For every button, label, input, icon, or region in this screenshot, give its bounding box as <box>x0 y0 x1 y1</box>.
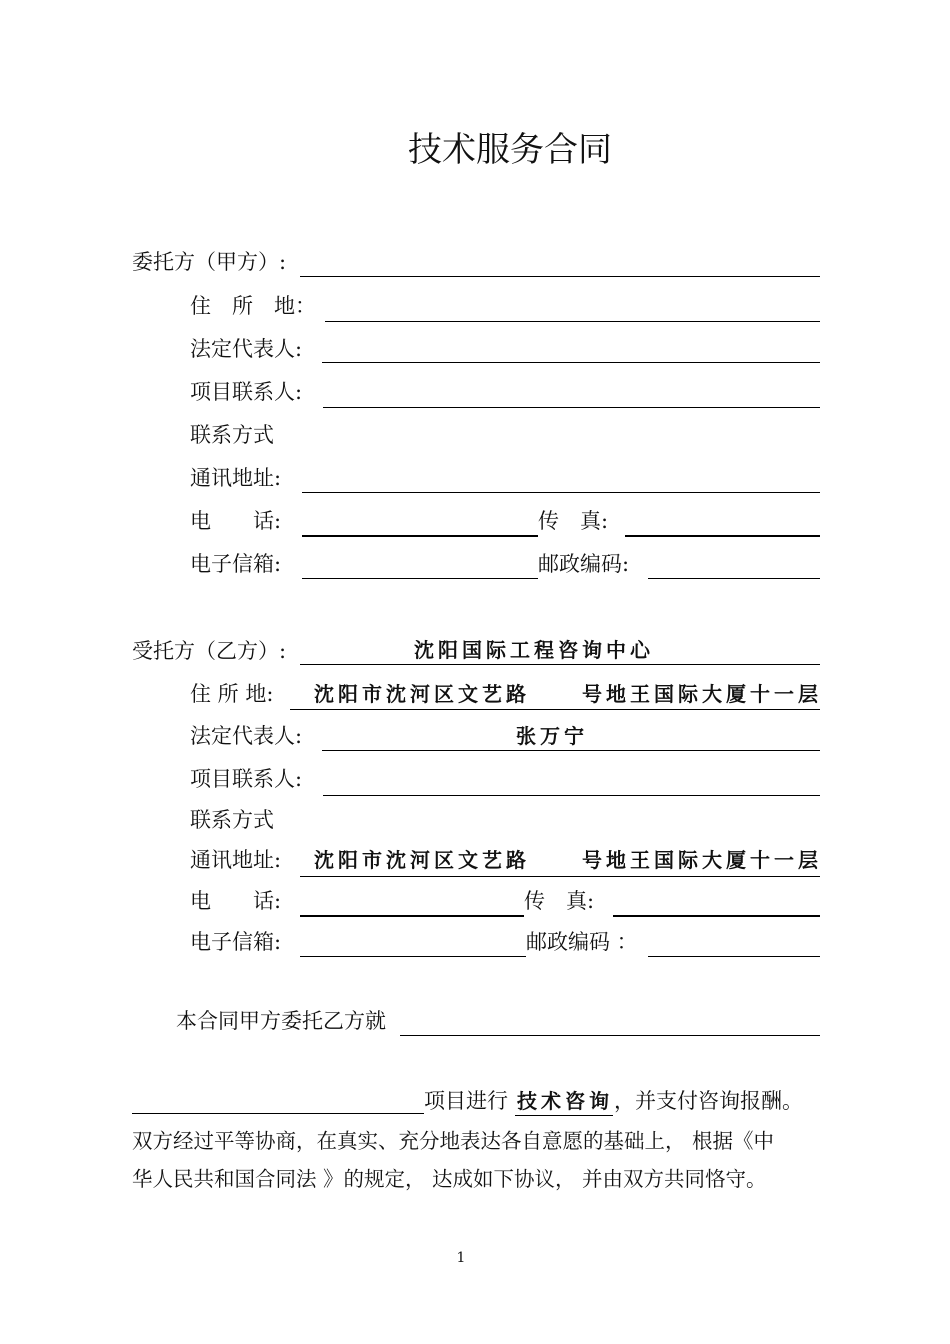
party-b-contact-person-label: 项目联系人: <box>190 767 303 791</box>
document-title: 技术服务合同 <box>408 130 612 170</box>
party-a-fax-field[interactable] <box>625 535 820 537</box>
party-a-contact-person-field[interactable] <box>323 407 820 408</box>
party-a-legal-rep-field[interactable] <box>322 362 820 363</box>
party-b-mailing-part1: 沈阳市沈河区文艺路 <box>314 848 530 872</box>
party-b-postcode-field[interactable] <box>648 956 820 957</box>
party-a-postcode-label: 邮政编码: <box>538 552 630 576</box>
body-paragraph-line-1: 双方经过平等协商，在真实、充分地表达各自意愿的基础上， 根据《中 <box>132 1129 775 1153</box>
party-a-contact-method-label: 联系方式 <box>190 423 274 447</box>
page-number: 1 <box>456 1250 466 1266</box>
service-type: 技术咨询 <box>517 1089 613 1113</box>
party-a-email-field[interactable] <box>302 578 538 579</box>
party-b-contact-person-field[interactable] <box>323 795 820 796</box>
party-b-name-field[interactable] <box>300 664 820 665</box>
party-a-legal-rep-label: 法定代表人: <box>190 337 303 361</box>
party-b-mailing-address-label: 通讯地址: <box>190 848 282 872</box>
party-a-contact-person-label: 项目联系人: <box>190 380 303 404</box>
party-a-mailing-address-field[interactable] <box>302 492 820 493</box>
body-paragraph-line-2: 华人民共和国合同法 》的规定， 达成如下协议， 并由双方共同恪守。 <box>132 1167 767 1191</box>
party-b-phone-field[interactable] <box>300 915 524 917</box>
party-a-address-field[interactable] <box>325 321 820 322</box>
party-b-legal-rep-field[interactable] <box>322 750 820 751</box>
service-line-suffix: ，并支付咨询报酬。 <box>614 1089 803 1113</box>
party-b-address-part2: 号地王国际大厦十一层 <box>582 682 822 706</box>
party-a-name-field[interactable] <box>300 276 820 277</box>
party-a-phone-label: 电 话: <box>190 509 282 533</box>
party-b-mailing-address-field[interactable] <box>300 876 820 877</box>
service-line-prefix: 项目进行 <box>424 1089 508 1113</box>
project-name-field-continued[interactable] <box>132 1113 424 1114</box>
party-a-fax-label: 传 真: <box>538 509 609 533</box>
party-b-email-field[interactable] <box>300 956 526 957</box>
party-a-address-label: 住 所 地： <box>190 294 316 318</box>
party-b-legal-rep-label: 法定代表人: <box>190 724 303 748</box>
party-a-label: 委托方（甲方）: <box>132 250 287 274</box>
party-a-email-label: 电子信箱: <box>190 552 282 576</box>
party-b-address-label: 住 所 地: <box>190 682 274 706</box>
party-b-name: 沈阳国际工程咨询中心 <box>414 638 654 662</box>
intro-text: 本合同甲方委托乙方就 <box>176 1009 386 1033</box>
party-b-mailing-part2: 号地王国际大厦十一层 <box>582 848 822 872</box>
party-a-mailing-address-label: 通讯地址: <box>190 466 282 490</box>
party-b-legal-rep: 张万宁 <box>516 724 588 748</box>
party-b-address-field[interactable] <box>290 709 820 710</box>
party-b-fax-field[interactable] <box>613 915 820 917</box>
party-b-email-label: 电子信箱: <box>190 930 282 954</box>
party-a-postcode-field[interactable] <box>648 578 820 579</box>
party-b-phone-label: 电 话: <box>190 889 282 913</box>
party-b-address-part1: 沈阳市沈河区文艺路 <box>314 682 530 706</box>
party-b-fax-label: 传 真: <box>524 889 595 913</box>
service-type-field[interactable] <box>515 1115 613 1116</box>
party-b-contact-method-label: 联系方式 <box>190 808 274 832</box>
project-name-field[interactable] <box>400 1035 820 1036</box>
party-b-label: 受托方（乙方）: <box>132 639 287 663</box>
party-b-postcode-label: 邮政编码 ： <box>526 930 638 954</box>
party-a-phone-field[interactable] <box>302 535 538 537</box>
